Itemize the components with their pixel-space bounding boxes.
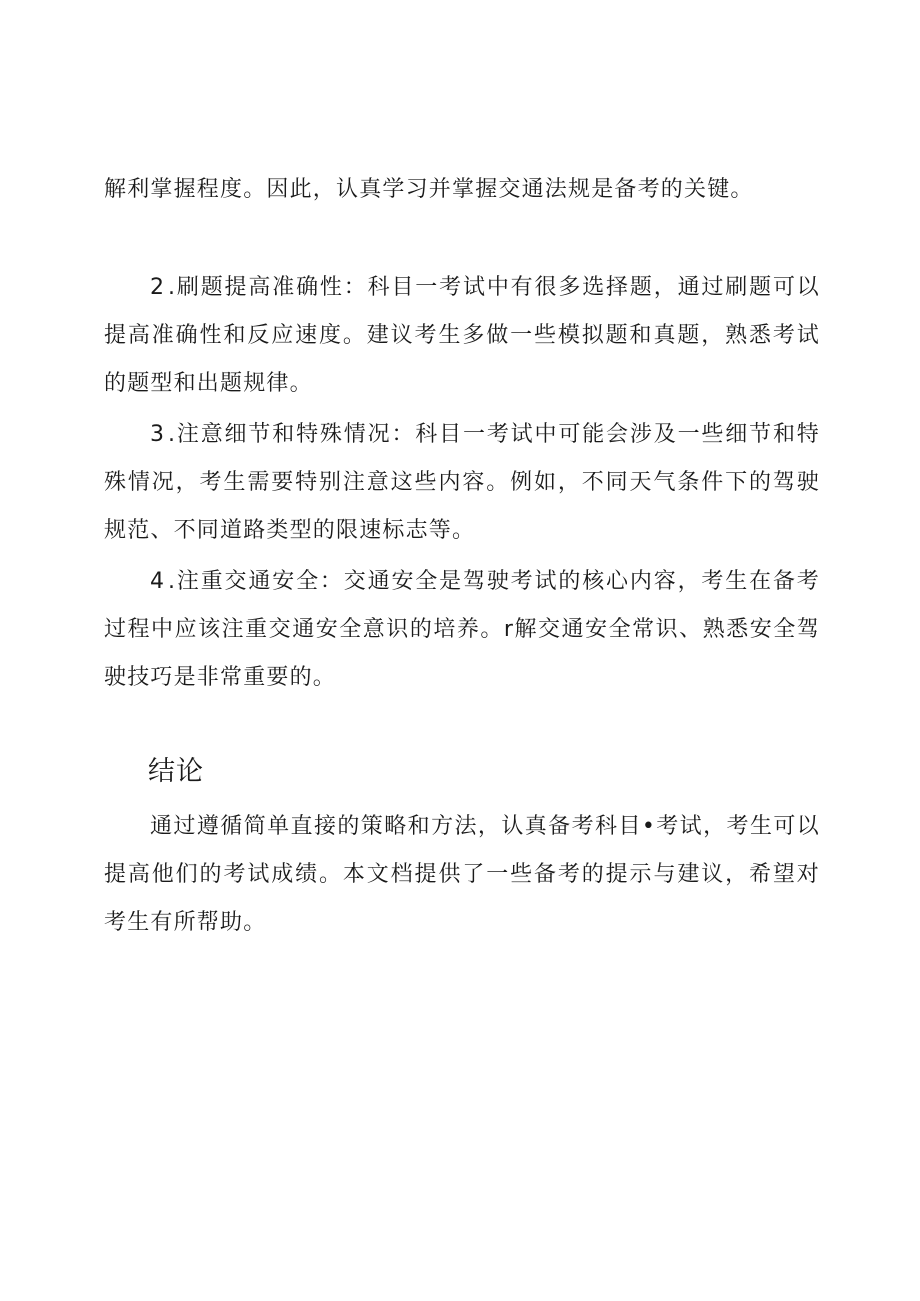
tip-number: 2 (150, 275, 168, 300)
tip-paragraph-2 (104, 264, 820, 408)
tip-text: 刷题提高准确性：科目一考试中有很多选择题，通过刷题可以提高准确性和反应速度。建议考生多做一些模拟题和真题，熟悉考试的题型和出题规律。 (104, 275, 820, 396)
tip-paragraph-3 (104, 411, 820, 555)
tip-marker: . (168, 422, 177, 447)
conclusion-paragraph: 通过遵循简单直接的策略和方法，认真备考科目•考试，考生可以提高他们的考试成绩。本文档提供了一些备考的提示与建议，希望对考生有所帮助。 (104, 814, 820, 935)
tip-paragraph-4 (104, 558, 820, 702)
intro-paragraph: 解利掌握程度。因此，认真学习并掌握交通法规是备考的关键。 (104, 177, 754, 202)
tip-text: 注重交通安全：交通安全是驾驶考试的核心内容，考生在备考过程中应该注重交通安全意识的培养。r解交通安全常识、熟悉安全驾驶技巧是非常重要的。 (104, 569, 820, 690)
tip-text: 注意细节和特殊情况：科目一考试中可能会涉及一些细节和特殊情况，考生需要特别注意这些内容。例如，不同天气条件下的驾驶规范、不同道路类型的限速标志等。 (104, 422, 820, 543)
conclusion-heading: 结论 (148, 756, 204, 787)
tip-number: 3 (150, 422, 168, 447)
tip-marker: . (168, 569, 177, 594)
tip-marker: . (168, 275, 177, 300)
tip-number: 4 (150, 569, 168, 594)
